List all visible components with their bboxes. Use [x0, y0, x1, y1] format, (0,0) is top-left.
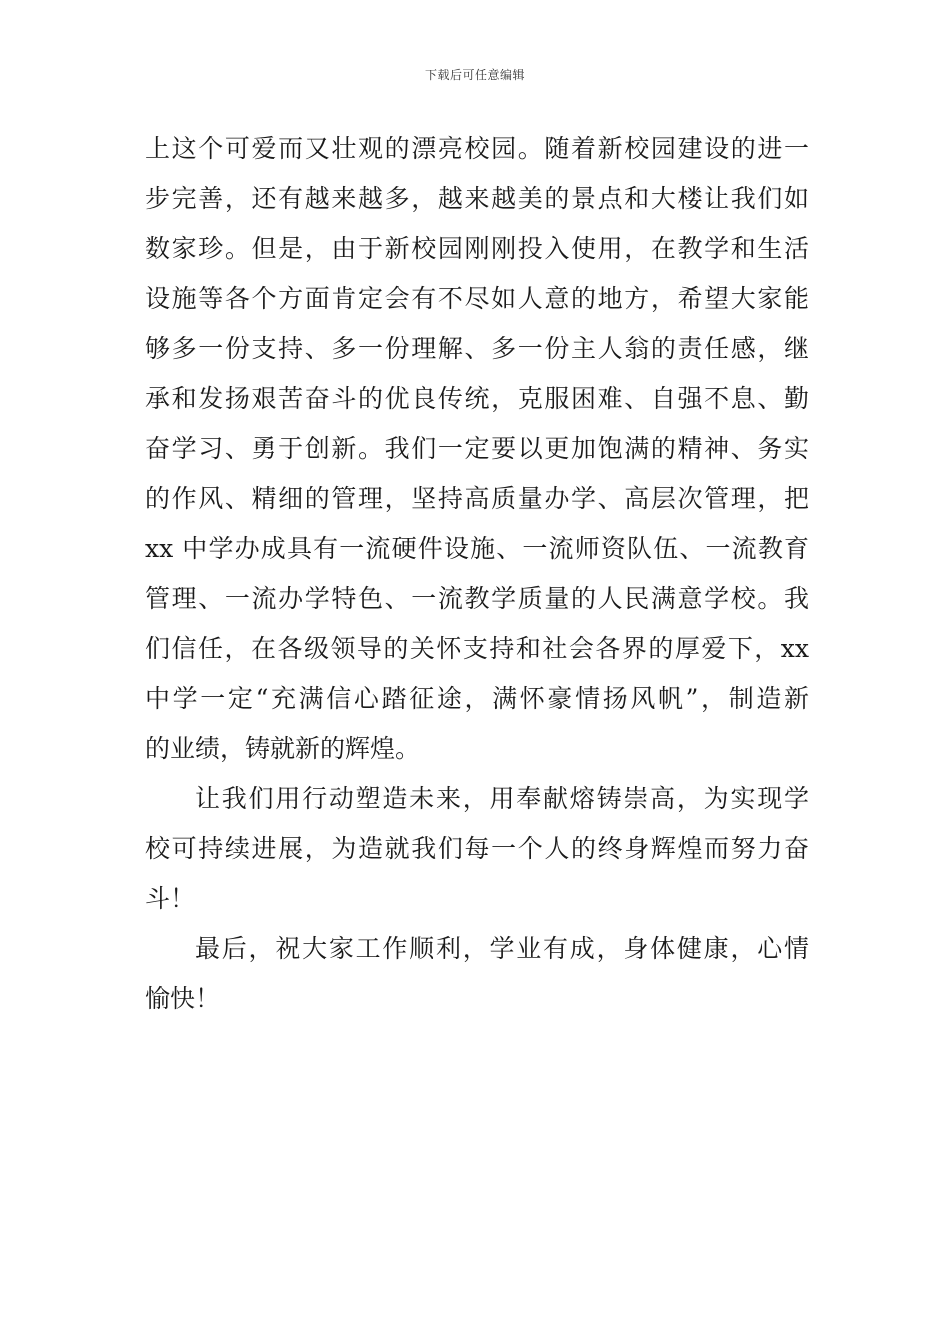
text-line: 奋学习、勇于创新。我们一定要以更加饱满的精神、务实 [145, 434, 809, 463]
text-line: 设施等各个方面肯定会有不尽如人意的地方，希望大家能 [145, 284, 809, 313]
paragraph-3 [145, 924, 809, 1024]
text-line: 斗！ [145, 884, 196, 913]
text-line: 承和发扬艰苦奋斗的优良传统，克服困难、自强不息、勤 [145, 384, 809, 413]
page-header-note: 下载后可任意编辑 [424, 68, 525, 82]
text-line: 让我们用行动塑造未来，用奉献熔铸崇高，为实现学 [195, 784, 809, 813]
text-line: 够多一份支持、多一份理解、多一份主人翁的责任感，继 [145, 334, 809, 363]
text-line: 管理、一流办学特色、一流教学质量的人民满意学校。我 [145, 584, 809, 613]
text-line: 中学一定“充满信心踏征途，满怀豪情扬风帆”，制造新 [145, 684, 809, 713]
text-line: 步完善，还有越来越多，越来越美的景点和大楼让我们如 [145, 184, 809, 213]
text-line: 最后，祝大家工作顺利，学业有成，身体健康，心情 [195, 934, 809, 963]
text-line: 的作风、精细的管理，坚持高质量办学、高层次管理，把 [145, 484, 809, 513]
paragraph-2 [145, 774, 809, 924]
text-line: 上这个可爱而又壮观的漂亮校园。随着新校园建设的进一 [145, 134, 809, 163]
text-line: 的业绩，铸就新的辉煌。 [145, 734, 421, 763]
paragraph-1 [145, 124, 809, 774]
text-line: 们信任，在各级领导的关怀支持和社会各界的厚爱下，xx [145, 634, 809, 663]
text-line: 校可持续进展，为造就我们每一个人的终身辉煌而努力奋 [145, 834, 809, 863]
text-line: 愉快！ [145, 984, 221, 1013]
text-line: 数家珍。但是，由于新校园刚刚投入使用，在教学和生活 [145, 234, 809, 263]
document-body [145, 124, 809, 1024]
text-line: xx 中学办成具有一流硬件设施、一流师资队伍、一流教育 [145, 534, 809, 563]
